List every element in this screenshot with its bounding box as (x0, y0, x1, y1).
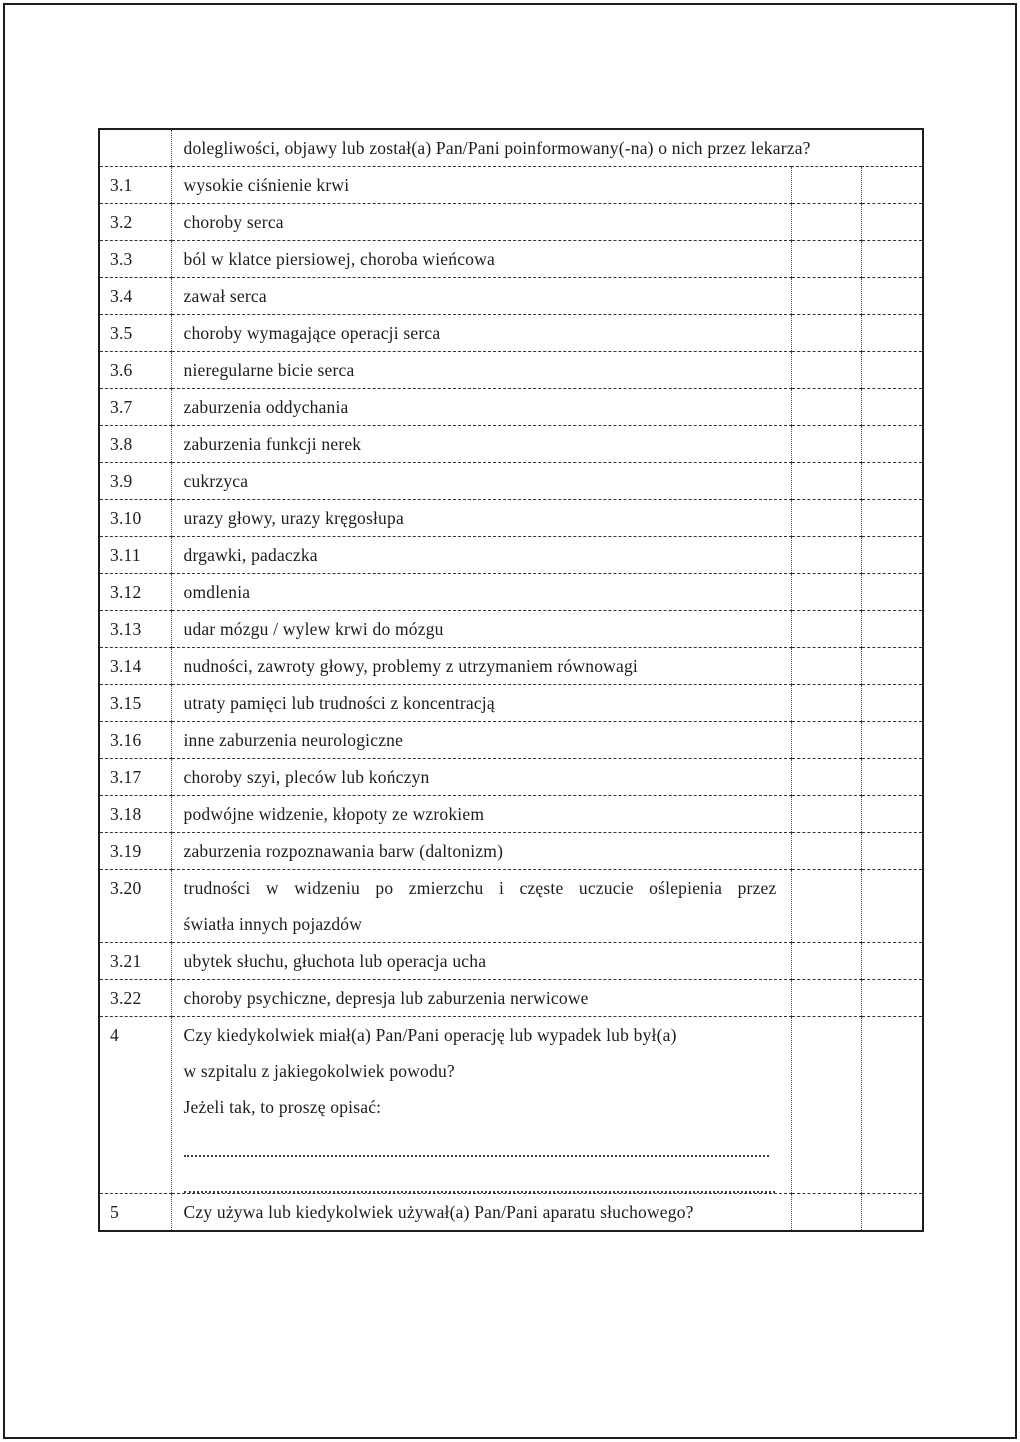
table-row (99, 241, 923, 278)
table-row (99, 204, 923, 241)
row-number: 3.17 (99, 759, 171, 796)
answer-cell (791, 426, 861, 463)
row-question-text: choroby serca (171, 204, 791, 241)
answer-cell (861, 1194, 923, 1232)
row-question-text (171, 1017, 791, 1194)
table-row (99, 611, 923, 648)
answer-cell (861, 1017, 923, 1194)
row-number: 3.3 (99, 241, 171, 278)
row-question-text: utraty pamięci lub trudności z koncentracją (171, 685, 791, 722)
write-in-dotted-line (184, 1157, 775, 1193)
row-number: 3.16 (99, 722, 171, 759)
answer-cell (791, 943, 861, 980)
question-text-line: w szpitalu z jakiegokolwiek powodu? (183, 1061, 455, 1081)
answer-cell (861, 463, 923, 500)
answer-cell (791, 685, 861, 722)
row-number: 3.14 (99, 648, 171, 685)
answer-cell (861, 167, 923, 204)
answer-cell (791, 722, 861, 759)
answer-cell (861, 980, 923, 1017)
row-question-text: urazy głowy, urazy kręgosłupa (171, 500, 791, 537)
row-number: 3.5 (99, 315, 171, 352)
answer-cell (791, 1194, 861, 1232)
question-text-line: trudności w widzeniu po zmierzchu i częste uczucie oślepienia przez (183, 878, 777, 898)
answer-cell (791, 167, 861, 204)
row-number: 3.20 (99, 870, 171, 943)
table-row (99, 648, 923, 685)
answer-cell (791, 278, 861, 315)
answer-cell (791, 537, 861, 574)
row-number: 3.4 (99, 278, 171, 315)
table-row (99, 833, 923, 870)
row-number: 3.6 (99, 352, 171, 389)
row-question-text: nudności, zawroty głowy, problemy z utrzymaniem równowagi (171, 648, 791, 685)
table-row (99, 463, 923, 500)
table-row (99, 352, 923, 389)
row-question-text: zaburzenia rozpoznawania barw (daltonizm) (171, 833, 791, 870)
answer-cell (861, 943, 923, 980)
table-row (99, 1017, 923, 1194)
table-row (99, 278, 923, 315)
answer-cell (791, 1017, 861, 1194)
table-row (99, 759, 923, 796)
row-number: 4 (99, 1017, 171, 1194)
question-text-line: światła innych pojazdów (183, 914, 363, 934)
table-row (99, 426, 923, 463)
row-number: 3.22 (99, 980, 171, 1017)
question-text-line: Jeżeli tak, to proszę opisać: (183, 1097, 382, 1117)
answer-cell (861, 204, 923, 241)
row-number: 3.10 (99, 500, 171, 537)
medical-history-table (98, 128, 924, 1232)
answer-cell (791, 315, 861, 352)
row-number: 3.19 (99, 833, 171, 870)
row-question-text: podwójne widzenie, kłopoty ze wzrokiem (171, 796, 791, 833)
answer-cell (791, 389, 861, 426)
answer-cell (861, 648, 923, 685)
row-number: 3.21 (99, 943, 171, 980)
table-row (99, 389, 923, 426)
row-question-text: zaburzenia oddychania (171, 389, 791, 426)
row-question-text: zawał serca (171, 278, 791, 315)
answer-cell (791, 241, 861, 278)
table-row (99, 500, 923, 537)
answer-cell (861, 574, 923, 611)
answer-cell (791, 870, 861, 943)
answer-cell (861, 315, 923, 352)
table-row (99, 574, 923, 611)
answer-cell (791, 352, 861, 389)
answer-cell (791, 500, 861, 537)
row-question-text: choroby szyi, pleców lub kończyn (171, 759, 791, 796)
row-number: 3.12 (99, 574, 171, 611)
row-question-text: wysokie ciśnienie krwi (171, 167, 791, 204)
header-question-text: dolegliwości, objawy lub został(a) Pan/Pani poinformowany(-na) o nich przez lekarza? (171, 129, 923, 167)
answer-cell (791, 796, 861, 833)
row-number: 3.11 (99, 537, 171, 574)
row-question-text: cukrzyca (171, 463, 791, 500)
row-question-text: ból w klatce piersiowej, choroba wieńcowa (171, 241, 791, 278)
row-number: 3.18 (99, 796, 171, 833)
answer-cell (791, 611, 861, 648)
row-question-text: choroby wymagające operacji serca (171, 315, 791, 352)
header-number-cell-empty (99, 129, 171, 167)
row-question-text (171, 870, 791, 943)
row-number: 3.8 (99, 426, 171, 463)
answer-cell (791, 980, 861, 1017)
answer-cell (861, 870, 923, 943)
row-question-text: Czy używa lub kiedykolwiek używał(a) Pan/Pani aparatu słuchowego? (171, 1194, 791, 1232)
answer-cell (791, 204, 861, 241)
answer-cell (791, 463, 861, 500)
row-question-text: udar mózgu / wylew krwi do mózgu (171, 611, 791, 648)
table-row (99, 943, 923, 980)
answer-cell (861, 796, 923, 833)
row-number: 3.1 (99, 167, 171, 204)
table-row (99, 537, 923, 574)
question-text-line: Czy kiedykolwiek miał(a) Pan/Pani operację lub wypadek lub był(a) (183, 1025, 677, 1045)
row-question-text: zaburzenia funkcji nerek (171, 426, 791, 463)
answer-cell (861, 611, 923, 648)
answer-cell (791, 833, 861, 870)
table-header-row (99, 129, 923, 167)
answer-cell (861, 833, 923, 870)
answer-cell (791, 648, 861, 685)
write-in-dotted-line (184, 1125, 769, 1157)
answer-cell (861, 426, 923, 463)
row-number: 3.9 (99, 463, 171, 500)
row-number: 3.15 (99, 685, 171, 722)
table-row (99, 722, 923, 759)
table-row (99, 315, 923, 352)
row-question-text: choroby psychiczne, depresja lub zaburzenia nerwicowe (171, 980, 791, 1017)
answer-cell (861, 500, 923, 537)
answer-cell (861, 537, 923, 574)
answer-cell (861, 722, 923, 759)
answer-cell (861, 352, 923, 389)
table-row (99, 167, 923, 204)
row-number: 3.13 (99, 611, 171, 648)
row-question-text: omdlenia (171, 574, 791, 611)
answer-cell (861, 685, 923, 722)
table-row (99, 685, 923, 722)
row-question-text: nieregularne bicie serca (171, 352, 791, 389)
answer-cell (861, 389, 923, 426)
row-number: 3.7 (99, 389, 171, 426)
answer-cell (791, 759, 861, 796)
row-number: 5 (99, 1194, 171, 1232)
answer-cell (861, 241, 923, 278)
table-row (99, 870, 923, 943)
answer-cell (791, 574, 861, 611)
table-row (99, 1194, 923, 1232)
row-number: 3.2 (99, 204, 171, 241)
answer-cell (861, 278, 923, 315)
table-row (99, 796, 923, 833)
row-question-text: ubytek słuchu, głuchota lub operacja ucha (171, 943, 791, 980)
table-row (99, 980, 923, 1017)
answer-cell (861, 759, 923, 796)
row-question-text: drgawki, padaczka (171, 537, 791, 574)
row-question-text: inne zaburzenia neurologiczne (171, 722, 791, 759)
